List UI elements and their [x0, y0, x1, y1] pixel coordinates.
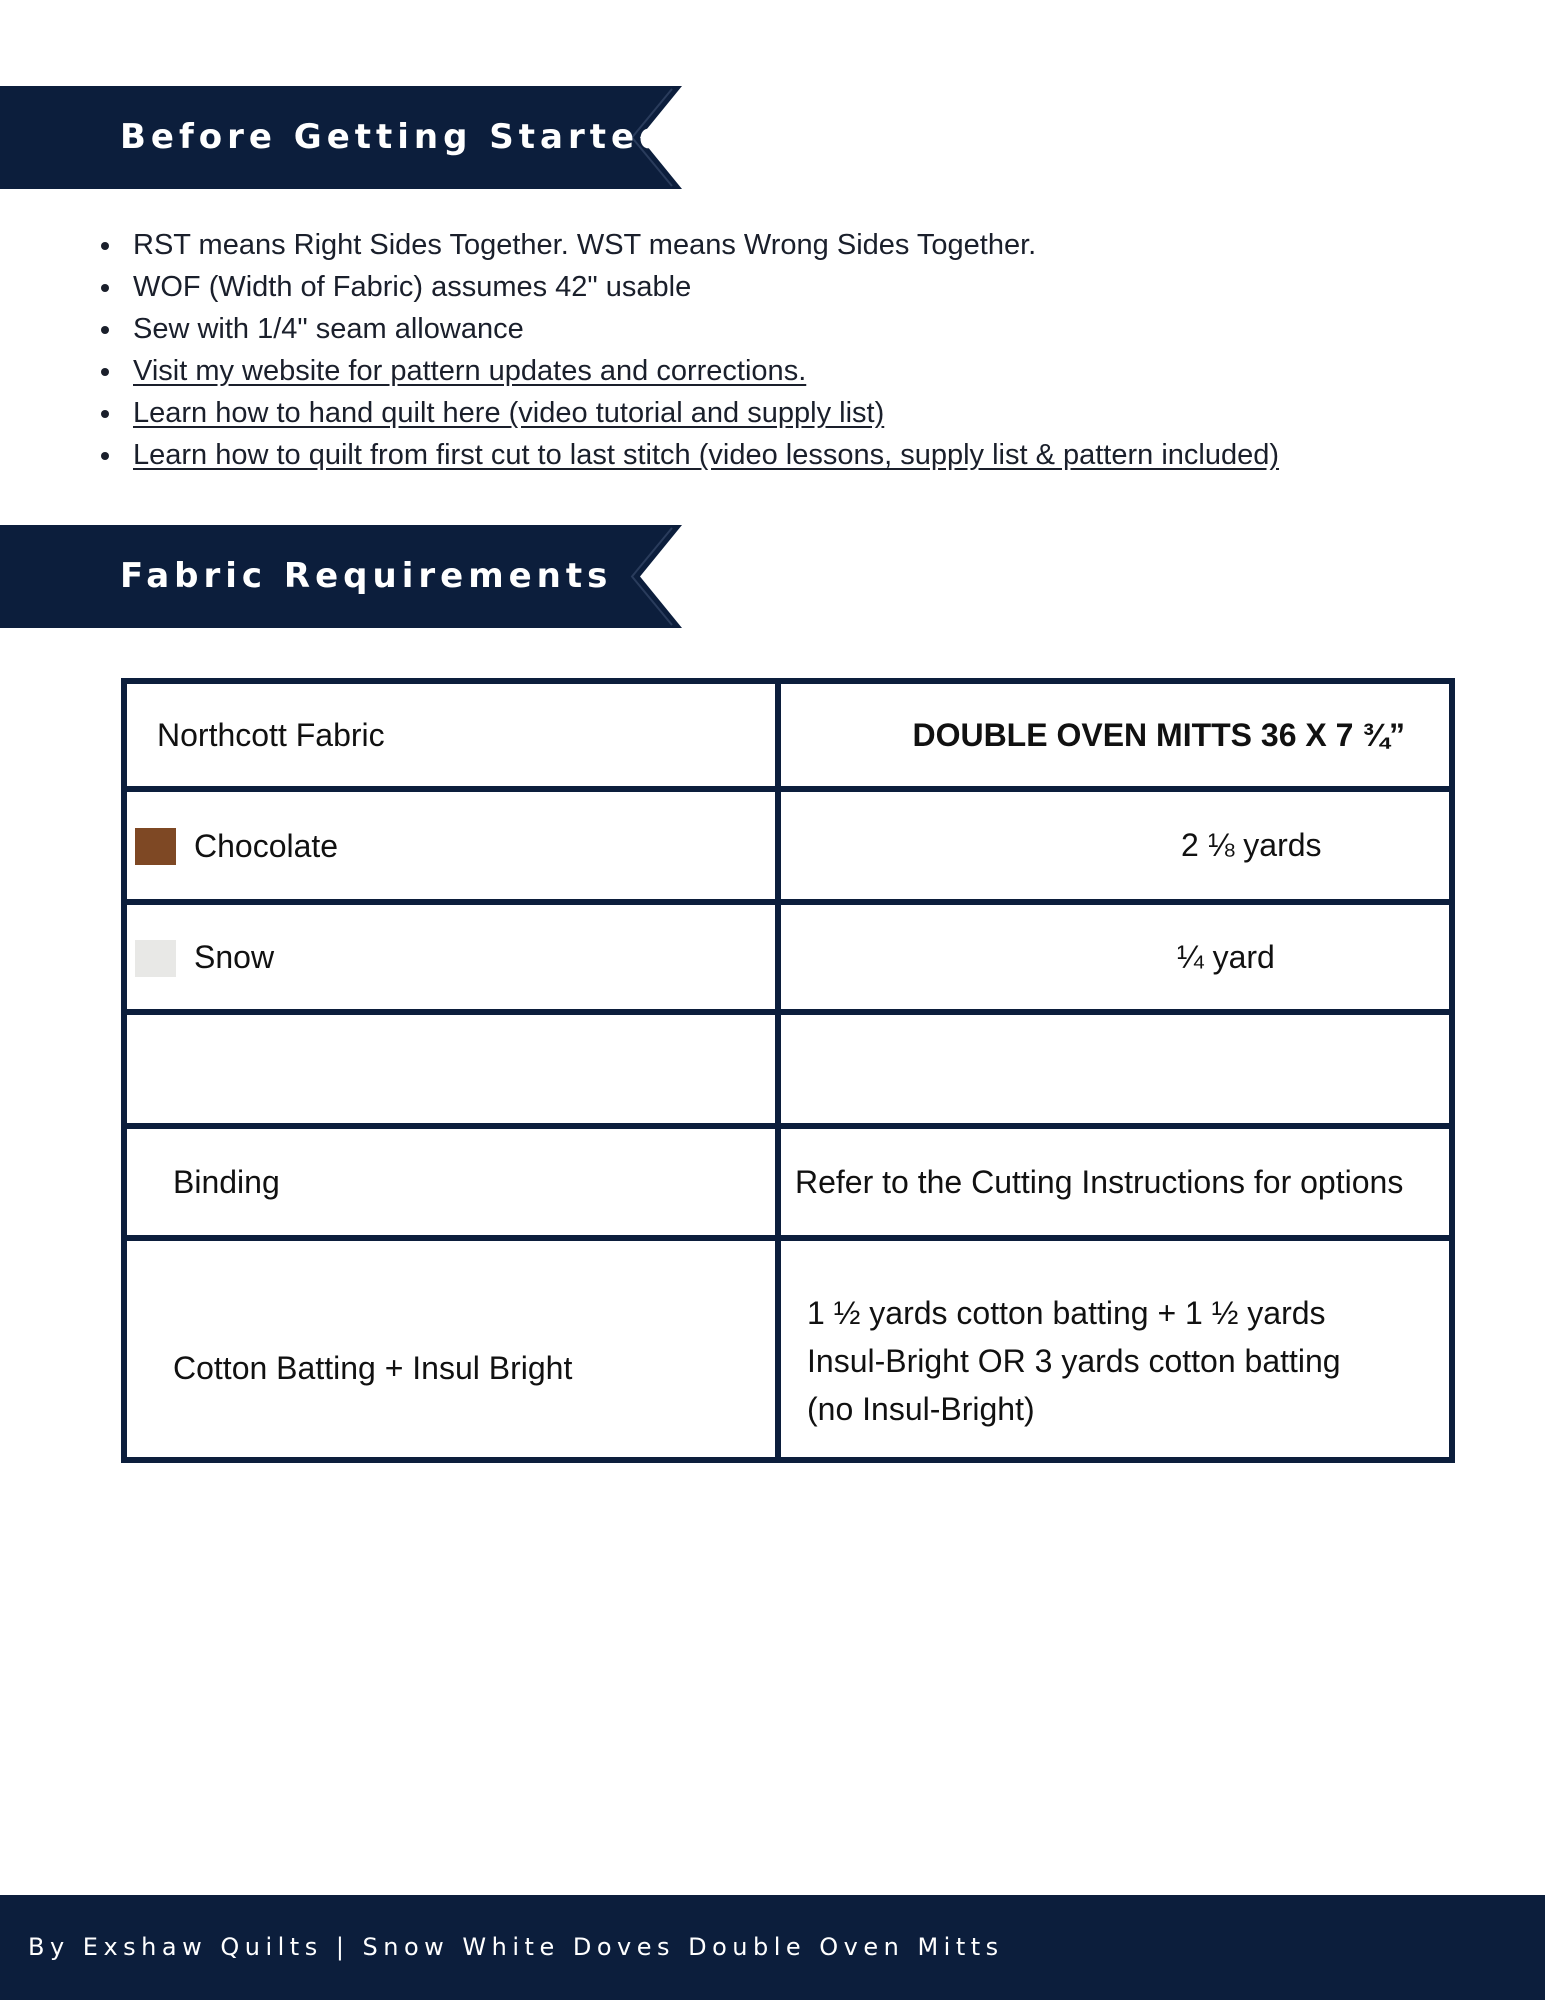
header-fabric-brand: Northcott Fabric: [124, 681, 778, 789]
chocolate-swatch: [135, 828, 176, 865]
list-item: [96, 392, 1279, 434]
footer-text: By Exshaw Quilts | Snow White Doves Double Oven Mitts: [28, 1933, 1004, 1961]
table-row: [124, 1126, 1452, 1238]
list-item: [96, 224, 1279, 266]
fabric-cell: [124, 789, 778, 902]
snow-swatch: [135, 940, 176, 977]
binding-label: Binding: [124, 1126, 778, 1238]
batting-line: Insul-Bright OR 3 yards cotton batting: [807, 1342, 1341, 1379]
section-title: Fabric Requirements: [120, 556, 613, 596]
table-row: [124, 789, 1452, 902]
table-header-row: [124, 681, 1452, 789]
footer-bar: [0, 1895, 1545, 2000]
fabric-requirements-table: [121, 678, 1455, 1463]
list-item: [96, 350, 1279, 392]
fabric-name: Snow: [194, 939, 275, 976]
header-project: DOUBLE OVEN MITTS 36 X 7 ¾”: [778, 681, 1452, 789]
empty-cell: [124, 1012, 778, 1126]
empty-cell: [778, 1012, 1452, 1126]
fabric-cell: [124, 902, 778, 1012]
section-title: Before Getting Started: [120, 117, 669, 157]
table-row: [124, 1238, 1452, 1460]
section-banner-before-getting-started: [0, 86, 682, 189]
table-row: [124, 902, 1452, 1012]
note-text: RST means Right Sides Together. WST means Wrong Sides Together.: [133, 229, 1037, 261]
fabric-name: Chocolate: [194, 828, 339, 865]
section-banner-fabric-requirements: [0, 525, 682, 628]
note-text: WOF (Width of Fabric) assumes 42" usable: [133, 271, 692, 303]
batting-line: (no Insul-Bright): [807, 1390, 1035, 1427]
fabric-amount: ¼ yard: [778, 902, 1452, 1012]
note-text: Sew with 1/4" seam allowance: [133, 313, 524, 345]
website-link[interactable]: Visit my website for pattern updates and corrections.: [133, 355, 807, 387]
notes-list: [96, 224, 1279, 476]
list-item: [96, 266, 1279, 308]
table-row-empty: [124, 1012, 1452, 1126]
list-item: [96, 434, 1279, 476]
batting-line: 1 ½ yards cotton batting + 1 ½ yards: [807, 1294, 1326, 1331]
batting-value: [778, 1238, 1452, 1460]
fabric-amount: 2 ⅛ yards: [778, 789, 1452, 902]
binding-value: Refer to the Cutting Instructions for options: [778, 1126, 1452, 1238]
hand-quilt-tutorial-link[interactable]: Learn how to hand quilt here (video tutorial and supply list): [133, 397, 885, 429]
quilt-course-link[interactable]: Learn how to quilt from first cut to last stitch (video lessons, supply list & pattern included): [133, 439, 1280, 471]
list-item: [96, 308, 1279, 350]
batting-label: Cotton Batting + Insul Bright: [124, 1238, 778, 1460]
